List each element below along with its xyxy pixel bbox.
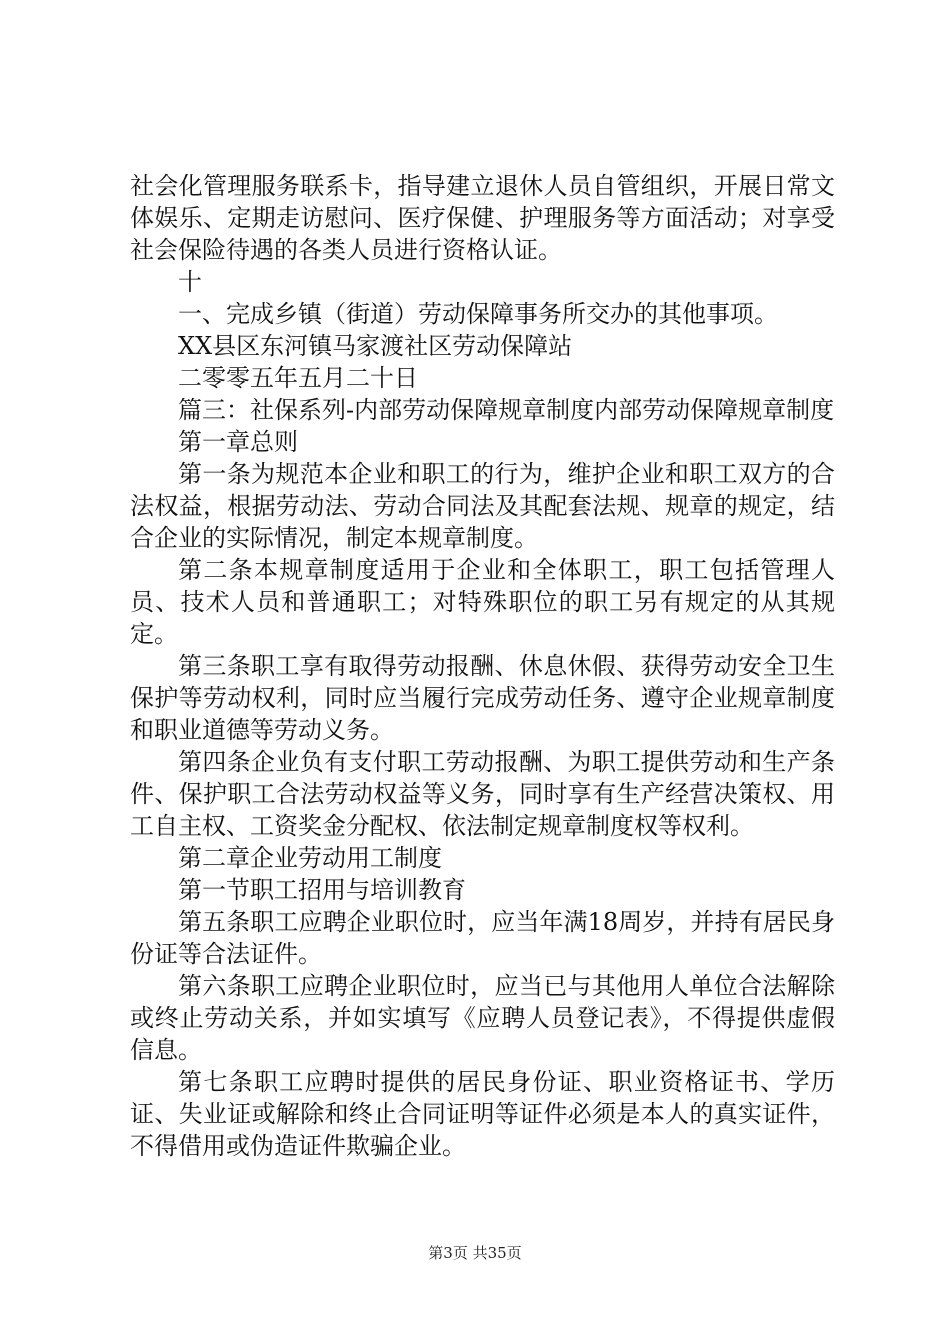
document-body bbox=[130, 170, 835, 1162]
paragraph-item-text: 一、完成乡镇（街道）劳动保障事务所交办的其他事项。 bbox=[178, 300, 778, 328]
section-title: 篇三：社保系列-内部劳动保障规章制度内部劳动保障规章制度 bbox=[178, 396, 835, 424]
paragraph-organization: XX县区东河镇马家渡社区劳动保障站 bbox=[178, 332, 573, 360]
paragraph-continued: 社会化管理服务联系卡，指导建立退休人员自管组织，开展日常文体娱乐、定期走访慰问、医疗保健、护理服务等方面活动；对享受社会保险待遇的各类人员进行资格认证。 bbox=[130, 172, 835, 264]
section-heading: 第一节职工招用与培训教育 bbox=[178, 876, 466, 904]
page-footer: 第3页 共35页 bbox=[428, 1244, 522, 1262]
article-paragraph: 第七条职工应聘时提供的居民身份证、职业资格证书、学历证、失业证或解除和终止合同证明等证件必须是本人的真实证件，不得借用或伪造证件欺骗企业。 bbox=[130, 1068, 835, 1160]
chapter-heading: 第二章企业劳动用工制度 bbox=[178, 844, 442, 872]
paragraph-item-number: 十 bbox=[178, 268, 202, 296]
article-paragraph: 第一条为规范本企业和职工的行为，维护企业和职工双方的合法权益，根据劳动法、劳动合同法及其配套法规、规章的规定，结合企业的实际情况，制定本规章制度。 bbox=[130, 460, 835, 552]
paragraph-date: 二零零五年五月二十日 bbox=[178, 364, 418, 392]
article-paragraph: 第二条本规章制度适用于企业和全体职工，职工包括管理人员、技术人员和普通职工；对特殊职位的职工另有规定的从其规定。 bbox=[130, 556, 835, 648]
article-paragraph: 第四条企业负有支付职工劳动报酬、为职工提供劳动和生产条件、保护职工合法劳动权益等义务，同时享有生产经营决策权、用工自主权、工资奖金分配权、依法制定规章制度权等权利。 bbox=[130, 748, 835, 840]
chapter-heading: 第一章总则 bbox=[178, 428, 298, 456]
article-paragraph: 第三条职工享有取得劳动报酬、休息休假、获得劳动安全卫生保护等劳动权利，同时应当履行完成劳动任务、遵守企业规章制度和职业道德等劳动义务。 bbox=[130, 652, 835, 744]
article-paragraph: 第五条职工应聘企业职位时，应当年满18周岁，并持有居民身份证等合法证件。 bbox=[130, 908, 835, 968]
article-paragraph: 第六条职工应聘企业职位时，应当已与其他用人单位合法解除或终止劳动关系，并如实填写《应聘人员登记表》，不得提供虚假信息。 bbox=[130, 972, 835, 1064]
